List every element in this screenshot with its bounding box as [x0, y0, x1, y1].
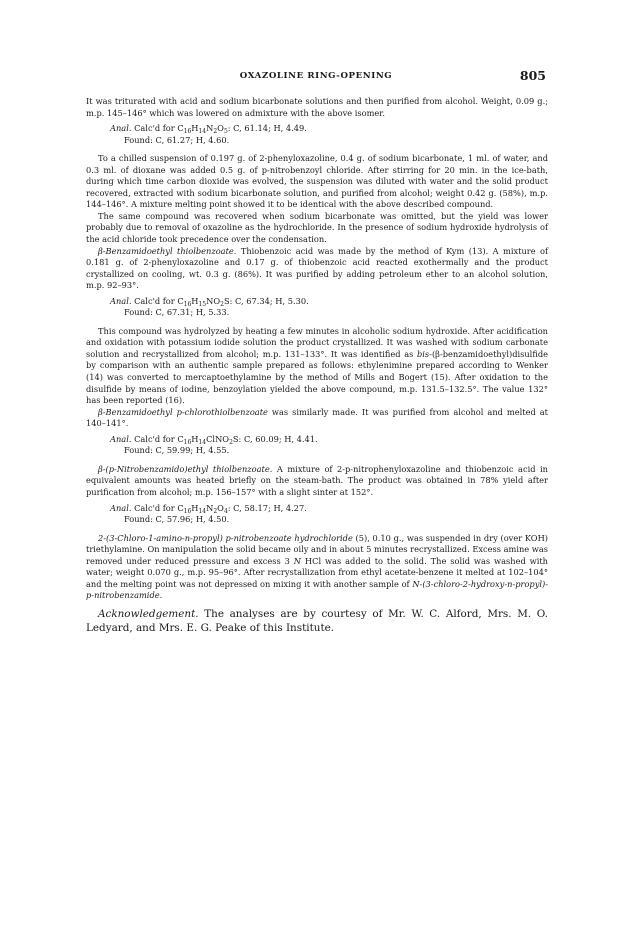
paragraph-isomer-purification: It was triturated with acid and sodium bicarbonate solutions and then purified from alcohol. Weight, 0.09 g.; m.p. 145–146° which was lowered on admixture with the above isomer.: [86, 96, 548, 118]
formula-part: O: [217, 123, 224, 134]
acknowledgement-title: Acknowledgement.: [98, 607, 199, 620]
page-header: [86, 68, 546, 84]
calcd-values: : C, 60.09; H, 4.41.: [238, 433, 318, 444]
acknowledgement-body: The analyses are by courtesy of Mr. W. C. Alford, Mrs. M. O. Ledyard, and Mrs. E. G. Peake of this Institute.: [86, 607, 548, 635]
formula-sub: 2: [213, 507, 218, 515]
paragraph-part: (5), 0.10 g., was suspended in dry (over KOH) triethylamine. On manipulation the solid became oily and in about 5 minutes recrystallized. Excess amine was removed under reduced pressure and excess 3: [86, 532, 549, 566]
formula-sub: 14: [198, 507, 207, 515]
formula-part: ClNO: [206, 433, 230, 444]
compound-title: β-Benzamidoethyl p-chlorothiolbenzoate: [98, 406, 268, 417]
compound-name: N-(3-chloro-2-hydroxy-n-propyl)-p-nitrobenzamide: [86, 578, 548, 601]
analysis-calcd: [110, 434, 548, 446]
italic-prefix: bis: [417, 348, 430, 359]
analysis-found: Found: C, 57.96; H, 4.50.: [124, 514, 230, 525]
formula-part: NO: [206, 295, 221, 306]
formula-sub: 16: [183, 507, 192, 515]
formula-sub: 15: [198, 300, 207, 308]
body-text: [86, 96, 548, 635]
page-number: 805: [519, 68, 546, 83]
formula-part: H: [191, 502, 199, 513]
analysis-label: Anal.: [110, 295, 132, 306]
analysis-block-2: [110, 296, 548, 319]
paragraph-hydrolysis-disulfide: [86, 326, 548, 407]
normality-symbol: N: [293, 555, 302, 566]
formula-part: H: [191, 295, 199, 306]
formula-sub: 14: [198, 438, 207, 446]
analysis-block-3: [110, 434, 548, 457]
calcd-prefix: Calc'd for C: [134, 295, 184, 306]
formula-sub: 14: [198, 128, 207, 136]
analysis-calcd: [110, 123, 548, 135]
compound-title: β-(p-Nitrobenzamido)ethyl thiolbenzoate.: [98, 463, 273, 474]
paragraph-nitrobenzoyl-condensation: To a chilled suspension of 0.197 g. of 2-phenyloxazoline, 0.4 g. of sodium bicarbonate, 1 ml. of water, and 0.3 ml. of dioxane was added 0.5 g. of p-nitrobenzoyl chloride. After stirring for 20 min. in the ice-bath, during which time carbon dioxide was evolved, the suspension was diluted with water and the solid product recovered, extracted with sodium bicarbonate solution, and purified from alcohol; weight 0.42 g. (58%), m.p. 144–146°. A mixture melting point showed it to be identical with the above described compound.: [86, 153, 548, 210]
formula-part: H: [191, 123, 199, 134]
paragraph-body: A mixture of 2-p-nitrophenyloxazoline and thiobenzoic acid in equivalent amounts was heated briefly on the steam-bath. The product was obtained in 78% yield after purification from alcohol; m.p. 156–157° with a slight sinter at 152°.: [86, 463, 548, 497]
analysis-label: Anal.: [110, 433, 132, 444]
paragraph-thiolbenzoate-prep: [86, 246, 548, 292]
paragraph-part: This compound was hydrolyzed by heating a few minutes in alcoholic sodium hydroxide. After acidification and oxidation with potassium iodide solution the product crystallized. It was washed with sodium carbonate solution and recrystallized from alcohol; m.p. 131–133°. It was identified as: [86, 325, 548, 359]
analysis-block-1: [110, 123, 548, 146]
analysis-found: Found: C, 59.99; H, 4.55.: [124, 445, 230, 456]
formula-sub: 16: [183, 300, 192, 308]
analysis-calcd: [110, 503, 548, 515]
formula-sub: 4: [223, 507, 228, 515]
paragraph-nitrobenzamido-thiolbenzoate: [86, 464, 548, 499]
formula-sub: 2: [229, 438, 233, 446]
paragraph-part: HCl was added to the solid. The solid was washed with water; weight 0.070 g., m.p. 95–96°. After recrystallization from ethyl acetate-benzene it melted at 102–104° and the melting point was not depressed on mixing it with another sample of: [86, 555, 548, 589]
calcd-prefix: Calc'd for C: [134, 502, 184, 513]
running-title: OXAZOLINE RING-OPENING: [239, 71, 393, 81]
formula-part: S: [232, 433, 239, 444]
analysis-found: Found: C, 61.27; H, 4.60.: [124, 134, 230, 145]
paragraph-amino-propyl-hydrochloride: [86, 533, 548, 602]
paragraph-body: was similarly made. It was purified from alcohol and melted at 140–141°.: [86, 406, 548, 429]
calcd-values: : C, 67.34; H, 5.30.: [229, 295, 309, 306]
paragraph-body: Thiobenzoic acid was made by the method of Kym (13). A mixture of 0.181 g. of 2-phenyloxazoline and 0.17 g. of thiobenzoic acid reacted exothermally and the product crystallized on cooling, wt. 0.3 g. (86%). It was purified by adding petroleum ether to an alcohol solution, m.p. 92–93°.: [86, 245, 549, 291]
formula-sub: 16: [183, 128, 192, 136]
analysis-label: Anal.: [110, 123, 132, 134]
formula-part: S: [223, 295, 230, 306]
formula-sub: 16: [183, 438, 192, 446]
analysis-calcd: [110, 296, 548, 308]
paragraph-bicarbonate-omitted: The same compound was recovered when sodium bicarbonate was omitted, but the yield was lower probably due to removal of oxazoline as the hydrochloride. In the presence of sodium hydroxide hydrolysis of the acid chloride took precedence over the condensation.: [86, 210, 548, 245]
compound-title: 2-(3-Chloro-1-amino-n-propyl) p-nitrobenzoate hydrochloride: [98, 532, 353, 543]
calcd-prefix: Calc'd for C: [134, 123, 184, 134]
calcd-values: : C, 61.14; H, 4.49.: [227, 123, 307, 134]
calcd-prefix: Calc'd for C: [134, 433, 184, 444]
paragraph-part: -(β-benzamidoethyl)disulfide by comparison with an authentic sample prepared as follows: ethylenimine prepared according to Wenker (14) was converted to mercaptoethylamine by the method of Mills and Bogert (15). After oxidation to the disulfide by means of iodine, benzoylation yielded the above compound, m.p. 131.5–132.5°. The value 132° has been reported (16).: [86, 348, 548, 406]
formula-part: N: [206, 123, 214, 134]
calcd-values: : C, 58.17; H, 4.27.: [227, 502, 307, 513]
formula-part: O: [217, 502, 224, 513]
formula-part: H: [191, 433, 199, 444]
formula-sub: 5: [223, 128, 228, 136]
analysis-found: Found: C, 67.31; H, 5.33.: [124, 307, 230, 318]
analysis-label: Anal.: [110, 502, 132, 513]
paragraph-part: .: [159, 590, 163, 601]
compound-title: β-Benzamidoethyl thiolbenzoate.: [98, 245, 237, 256]
formula-sub: 2: [213, 128, 218, 136]
paragraph-chlorothiolbenzoate: [86, 407, 548, 430]
analysis-block-4: [110, 503, 548, 526]
acknowledgement-paragraph: [86, 607, 548, 635]
formula-part: N: [206, 502, 214, 513]
formula-sub: 2: [220, 300, 224, 308]
